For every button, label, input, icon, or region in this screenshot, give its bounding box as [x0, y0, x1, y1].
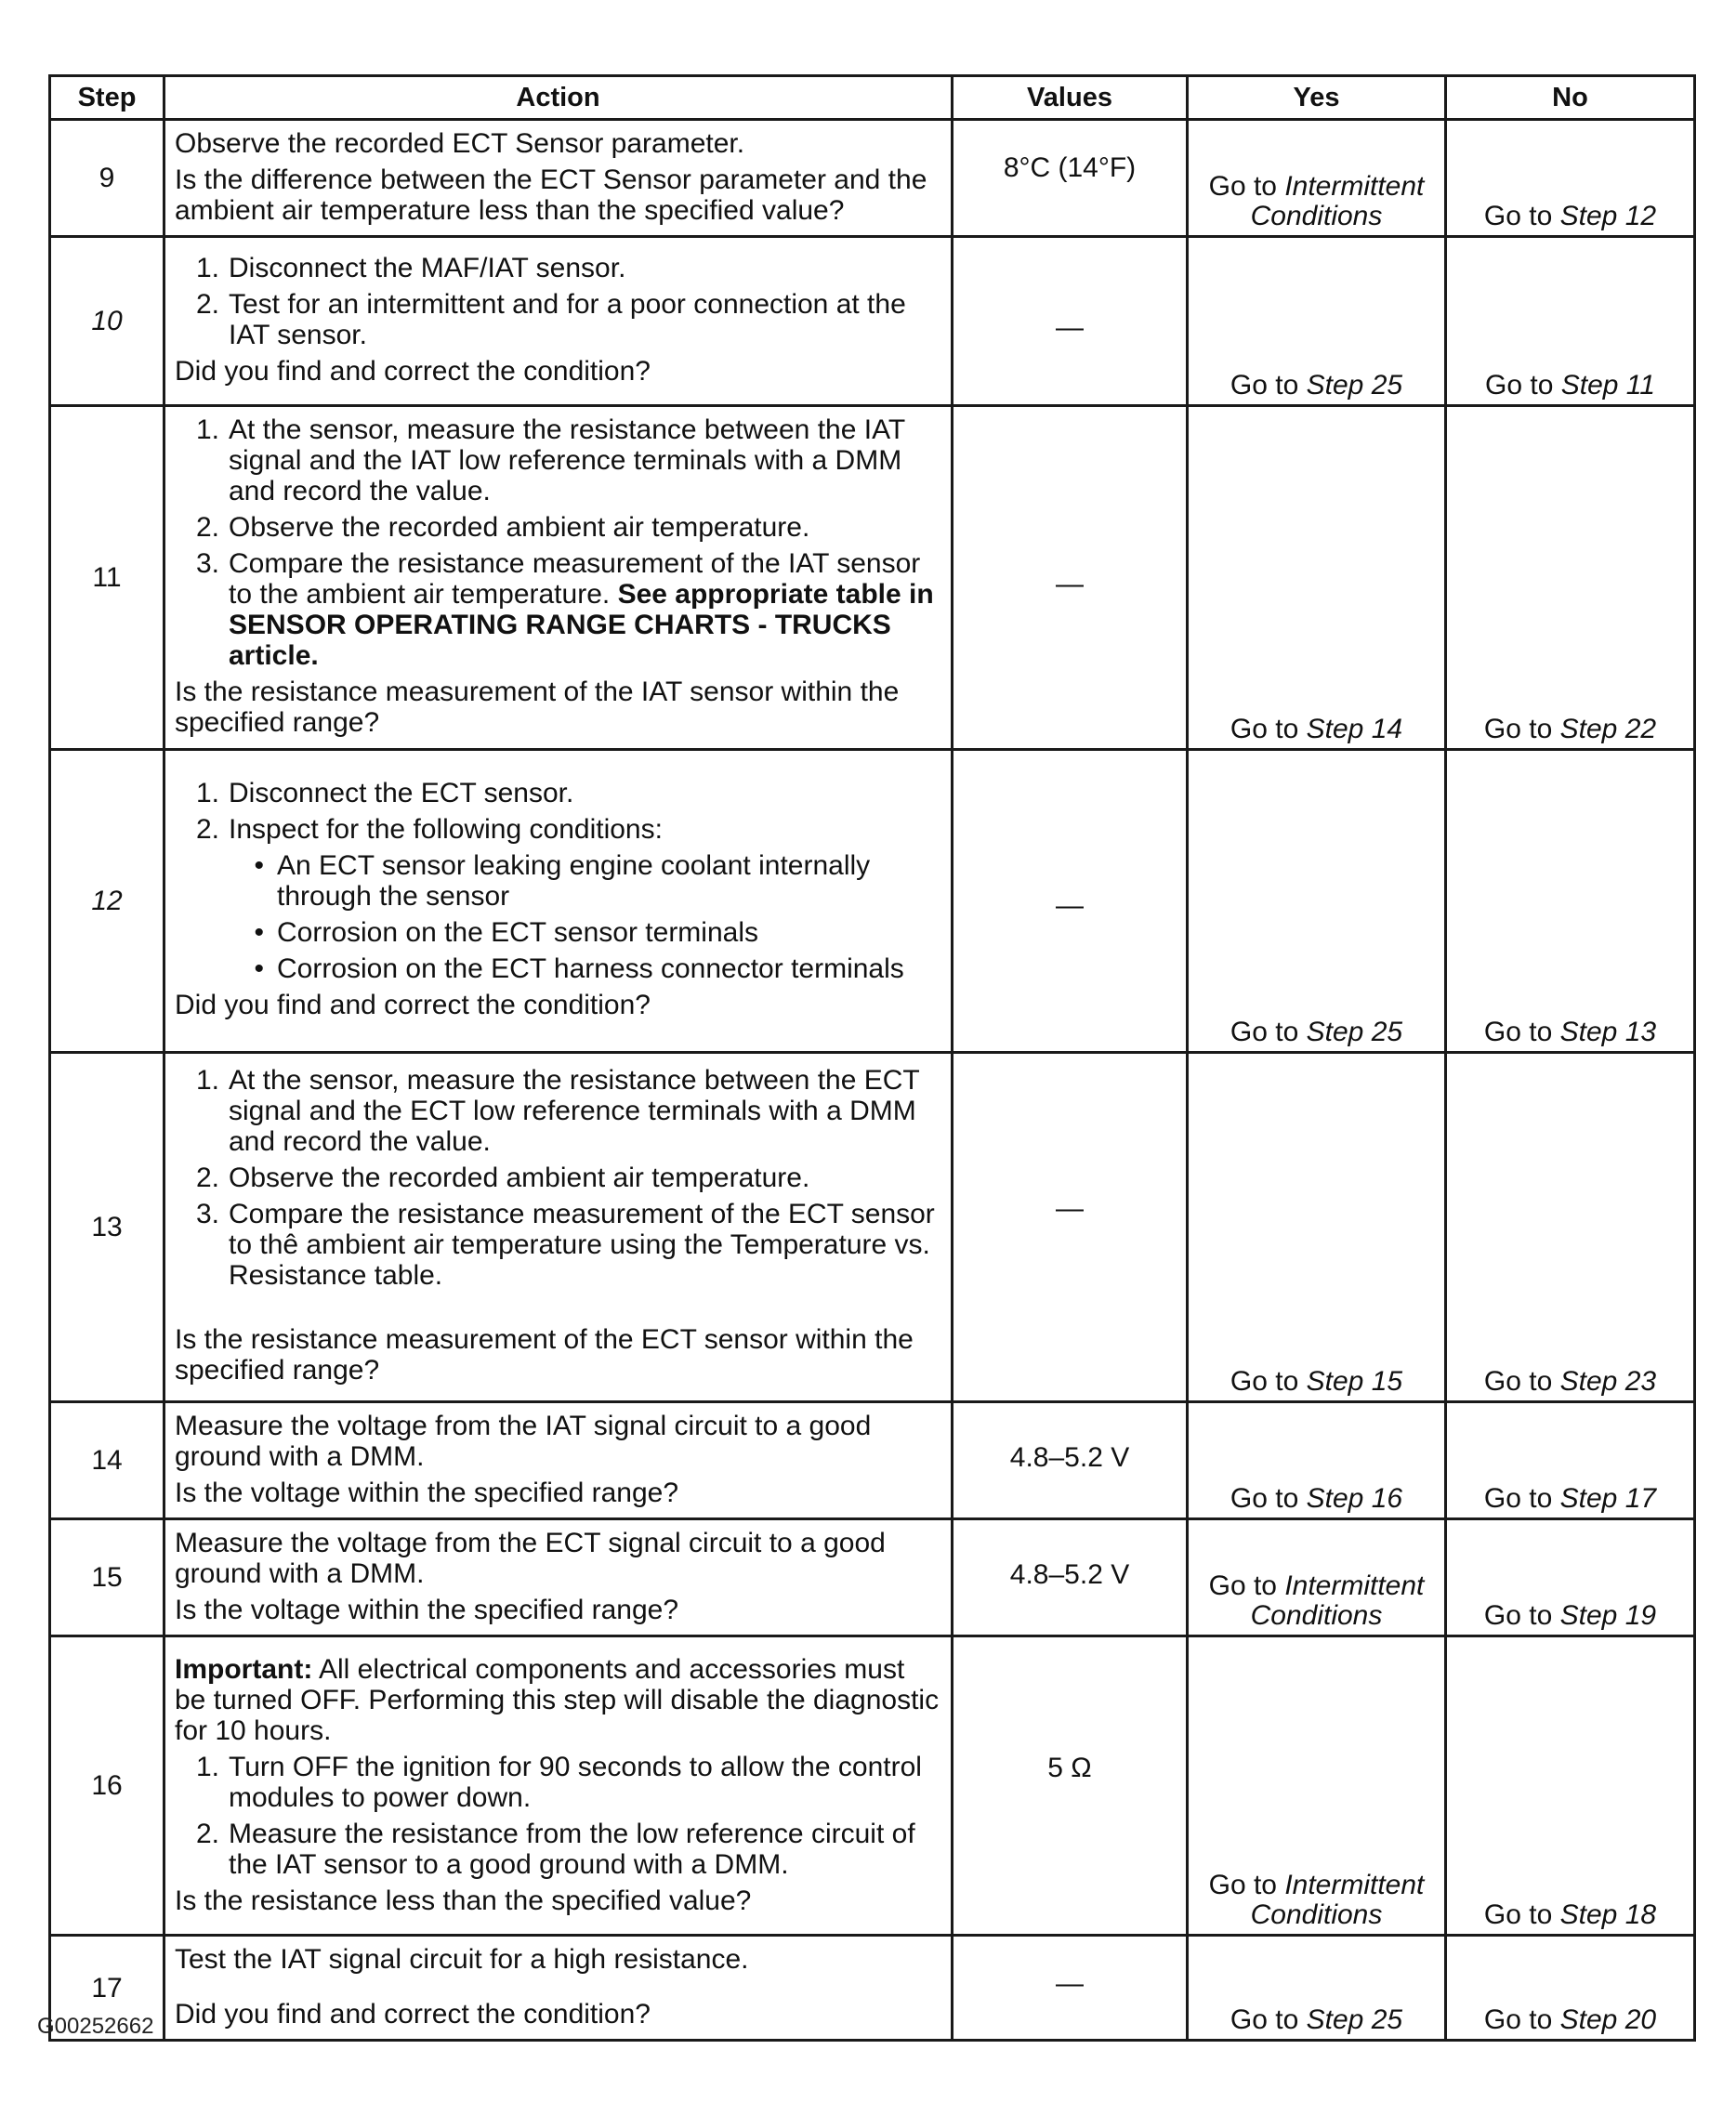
- action-cell: [164, 1402, 953, 1519]
- yes-cell[interactable]: [1188, 750, 1446, 1053]
- important-label: Important:: [175, 1653, 313, 1685]
- no-cell[interactable]: [1446, 1402, 1695, 1519]
- yes-cell[interactable]: [1188, 120, 1446, 237]
- action-text: Measure the voltage from the IAT signal circuit to a good ground with a DMM.: [175, 1411, 872, 1472]
- action-cell: [164, 1936, 953, 2041]
- list-item: Disconnect the MAF/IAT sensor.: [229, 252, 626, 283]
- no-link[interactable]: Step 19: [1559, 1600, 1657, 1631]
- yes-link[interactable]: Step 25: [1306, 370, 1403, 401]
- yes-prefix: Go to: [1230, 714, 1307, 744]
- header-values: Values: [953, 76, 1188, 120]
- action-question: Is the resistance measurement of the ECT sensor within the specified range?: [175, 1324, 914, 1386]
- table-row: [50, 237, 1695, 406]
- values-cell: 8°C (14°F): [953, 120, 1188, 237]
- header-action: Action: [164, 76, 953, 120]
- header-yes: Yes: [1188, 76, 1446, 120]
- bullet-item: Corrosion on the ECT sensor terminals: [277, 917, 758, 948]
- values-cell: 4.8–5.2 V: [953, 1519, 1188, 1636]
- yes-prefix: Go to: [1230, 2004, 1307, 2035]
- no-prefix: Go to: [1483, 1899, 1560, 1930]
- yes-cell[interactable]: [1188, 1402, 1446, 1519]
- list-number: 1.: [195, 414, 219, 445]
- no-cell[interactable]: [1446, 406, 1695, 750]
- no-cell[interactable]: [1446, 237, 1695, 406]
- values-cell: —: [953, 1053, 1188, 1402]
- yes-prefix: Go to: [1230, 1366, 1307, 1397]
- table-row: [50, 1519, 1695, 1636]
- step-number: 12: [50, 750, 164, 1053]
- table-row: [50, 1053, 1695, 1402]
- yes-link-line2[interactable]: Conditions: [1250, 1600, 1383, 1631]
- header-row: [50, 76, 1695, 120]
- list-number: 3.: [195, 547, 219, 579]
- action-text: Test the IAT signal circuit for a high resistance.: [175, 1944, 749, 1975]
- action-question: Is the voltage within the specified range?: [175, 1478, 679, 1508]
- no-link[interactable]: Step 20: [1559, 2004, 1657, 2035]
- list-item: Turn OFF the ignition for 90 seconds to allow the control modules to power down.: [229, 1751, 922, 1813]
- step-number: 15: [50, 1519, 164, 1636]
- list-number: 1.: [195, 1751, 219, 1782]
- list-number: 1.: [195, 778, 219, 808]
- list-item: Test for an intermittent and for a poor connection at the IAT sensor.: [229, 288, 906, 350]
- list-number: 1.: [195, 1065, 219, 1096]
- bullet-glyph: •: [254, 850, 264, 881]
- no-cell[interactable]: [1446, 1053, 1695, 1402]
- yes-cell[interactable]: [1188, 237, 1446, 406]
- values-cell: 5 Ω: [953, 1636, 1188, 1936]
- action-cell: [164, 750, 953, 1053]
- values-cell: —: [953, 750, 1188, 1053]
- action-cell: [164, 120, 953, 237]
- no-prefix: Go to: [1483, 1483, 1560, 1514]
- important-text: All electrical components and accessories must be turned OFF. Performing this step will disable the diagnostic for 10 hours.: [175, 1653, 940, 1746]
- no-cell[interactable]: [1446, 750, 1695, 1053]
- no-prefix: Go to: [1483, 1017, 1560, 1047]
- no-prefix: Go to: [1483, 2004, 1560, 2035]
- step-number: 14: [50, 1402, 164, 1519]
- yes-cell[interactable]: [1188, 1053, 1446, 1402]
- table-row: [50, 406, 1695, 750]
- list-item: Compare the resistance measurement of the IAT sensor to the ambient air temperature.: [229, 547, 921, 610]
- no-prefix: Go to: [1485, 370, 1561, 401]
- important-note: [175, 1654, 941, 1746]
- bullet-item: An ECT sensor leaking engine coolant internally through the sensor: [277, 850, 871, 912]
- no-link[interactable]: Step 11: [1560, 370, 1655, 401]
- yes-cell[interactable]: [1188, 406, 1446, 750]
- step-number: 11: [50, 406, 164, 750]
- yes-link-line2[interactable]: Conditions: [1250, 201, 1383, 231]
- values-cell: —: [953, 1936, 1188, 2041]
- yes-link[interactable]: Step 15: [1306, 1366, 1403, 1397]
- list-item: Inspect for the following conditions:: [229, 814, 663, 845]
- no-link[interactable]: Step 23: [1559, 1366, 1657, 1397]
- action-cell: [164, 1636, 953, 1936]
- yes-prefix: Go to: [1208, 1870, 1285, 1900]
- action-question: Did you find and correct the condition?: [175, 355, 651, 387]
- diagnostic-table: [48, 74, 1696, 2042]
- list-number: 1.: [195, 252, 219, 283]
- yes-prefix: Go to: [1230, 370, 1307, 401]
- list-number: 2.: [195, 1818, 219, 1849]
- no-link[interactable]: Step 12: [1559, 201, 1657, 231]
- list-number: 3.: [195, 1199, 219, 1229]
- yes-link[interactable]: Intermittent: [1284, 1570, 1425, 1601]
- table-row: [50, 1402, 1695, 1519]
- bullet-glyph: •: [254, 917, 264, 948]
- no-link[interactable]: Step 13: [1559, 1017, 1657, 1047]
- step-number: 9: [50, 120, 164, 237]
- action-text: Measure the voltage from the ECT signal circuit to a good ground with a DMM.: [175, 1528, 886, 1589]
- action-question: Is the difference between the ECT Sensor parameter and the ambient air temperature less than the specified value?: [175, 164, 927, 226]
- no-link[interactable]: Step 22: [1559, 714, 1657, 744]
- action-cell: [164, 1053, 953, 1402]
- yes-prefix: Go to: [1208, 1570, 1285, 1601]
- no-prefix: Go to: [1483, 201, 1560, 231]
- table-row: [50, 1636, 1695, 1936]
- yes-link[interactable]: Intermittent: [1284, 171, 1425, 202]
- list-item: At the sensor, measure the resistance between the IAT signal and the IAT low reference terminals with a DMM and record the value.: [229, 414, 905, 506]
- list-item: Compare the resistance measurement of the ECT sensor to thê ambient air temperature using the Temperature vs. Resistance table.: [229, 1199, 935, 1291]
- list-item: Observe the recorded ambient air temperature.: [229, 1163, 810, 1193]
- no-prefix: Go to: [1483, 1600, 1560, 1631]
- step-number: 10: [50, 237, 164, 406]
- no-prefix: Go to: [1483, 1366, 1560, 1397]
- yes-cell[interactable]: [1188, 1936, 1446, 2041]
- list-item: Observe the recorded ambient air temperature.: [229, 511, 810, 543]
- no-link[interactable]: Step 17: [1559, 1483, 1657, 1514]
- step-number: 13: [50, 1053, 164, 1402]
- no-link[interactable]: Step 18: [1559, 1899, 1657, 1930]
- header-step: Step: [50, 76, 164, 120]
- yes-link[interactable]: Intermittent: [1284, 1870, 1425, 1900]
- yes-link-line2[interactable]: Conditions: [1250, 1899, 1383, 1930]
- values-cell: 4.8–5.2 V: [953, 1402, 1188, 1519]
- figure-id: G00252662: [37, 2014, 154, 2039]
- list-item: Measure the resistance from the low reference circuit of the IAT sensor to a good ground with a DMM.: [229, 1818, 915, 1880]
- yes-link[interactable]: Step 25: [1306, 2004, 1403, 2035]
- table-row: [50, 120, 1695, 237]
- no-prefix: Go to: [1483, 714, 1560, 744]
- no-cell[interactable]: [1446, 1519, 1695, 1636]
- list-number: 2.: [195, 288, 219, 320]
- no-cell[interactable]: [1446, 1636, 1695, 1936]
- table-row: [50, 750, 1695, 1053]
- step-number: 16: [50, 1636, 164, 1936]
- action-cell: [164, 406, 953, 750]
- values-cell: —: [953, 406, 1188, 750]
- list-number: 2.: [195, 1163, 219, 1193]
- action-cell: [164, 237, 953, 406]
- action-text: Observe the recorded ECT Sensor parameter.: [175, 128, 745, 159]
- action-question: Did you find and correct the condition?: [175, 1999, 651, 2030]
- action-question: Is the resistance measurement of the IAT sensor within the specified range?: [175, 676, 900, 738]
- bullet-item: Corrosion on the ECT harness connector terminals: [277, 953, 904, 984]
- yes-link[interactable]: Step 25: [1306, 1017, 1403, 1047]
- list-item: At the sensor, measure the resistance between the ECT signal and the ECT low reference terminals with a DMM and record the value.: [229, 1065, 920, 1157]
- list-item: Disconnect the ECT sensor.: [229, 778, 574, 808]
- list-item-reference: See appropriate table in SENSOR OPERATING RANGE CHARTS - TRUCKS article.: [229, 578, 934, 671]
- yes-prefix: Go to: [1230, 1483, 1307, 1514]
- no-cell[interactable]: [1446, 120, 1695, 237]
- yes-prefix: Go to: [1208, 171, 1285, 202]
- table-row: [50, 1936, 1695, 2041]
- bullet-glyph: •: [254, 953, 264, 984]
- values-cell: —: [953, 237, 1188, 406]
- yes-prefix: Go to: [1230, 1017, 1307, 1047]
- yes-link[interactable]: Step 16: [1306, 1483, 1403, 1514]
- header-no: No: [1446, 76, 1695, 120]
- step-number: 17: [50, 1936, 164, 2041]
- action-cell: [164, 1519, 953, 1636]
- yes-cell[interactable]: [1188, 1636, 1446, 1936]
- no-cell[interactable]: [1446, 1936, 1695, 2041]
- yes-link[interactable]: Step 14: [1306, 714, 1403, 744]
- action-question: Is the resistance less than the specified value?: [175, 1885, 752, 1916]
- list-number: 2.: [195, 511, 219, 543]
- list-number: 2.: [195, 814, 219, 845]
- action-question: Is the voltage within the specified range?: [175, 1595, 679, 1625]
- action-question: Did you find and correct the condition?: [175, 990, 651, 1020]
- yes-cell[interactable]: [1188, 1519, 1446, 1636]
